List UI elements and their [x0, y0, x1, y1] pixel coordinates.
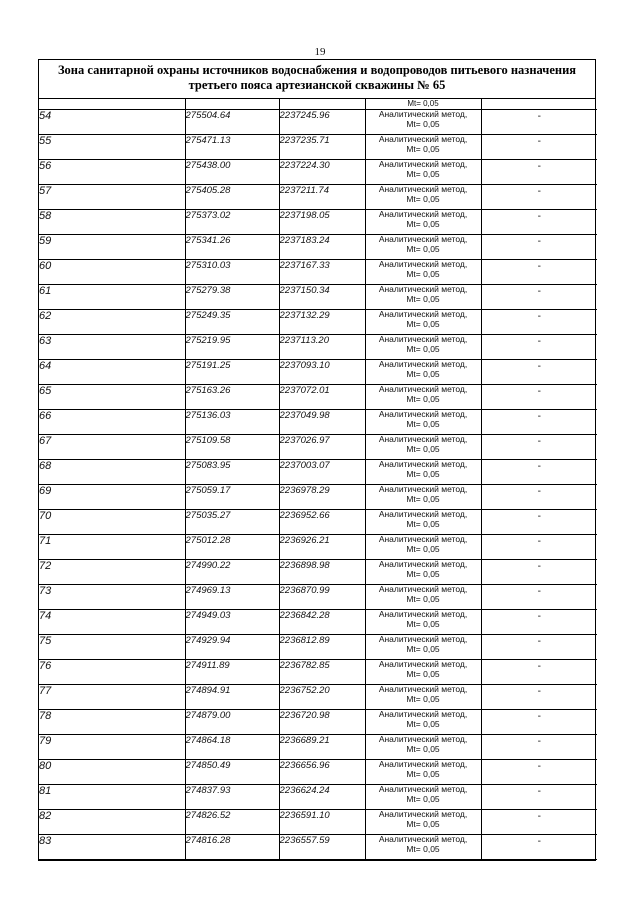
cell-dash: - [481, 135, 597, 160]
method-accuracy: Mt= 0,05 [406, 318, 440, 329]
cell-method [365, 385, 481, 410]
cell-dash: - [481, 460, 597, 485]
method-label: Аналитический метод, [378, 159, 468, 169]
method-accuracy: Mt= 0,05 [406, 393, 440, 404]
cell-method [365, 660, 481, 685]
method-accuracy: Mt= 0,05 [406, 243, 440, 254]
cell-method [365, 810, 481, 835]
method-accuracy: Mt= 0,05 [406, 568, 440, 579]
cell-y: 2237198.05 [279, 210, 365, 235]
method-accuracy: Mt= 0,05 [406, 743, 440, 754]
table-row [39, 660, 597, 685]
cell-dash: - [481, 185, 597, 210]
cell-x: 275471.13 [185, 135, 279, 160]
title-line-2: третьего пояса артезианской скважины № 65 [188, 78, 446, 92]
cell-y: 2236870.99 [279, 585, 365, 610]
cell-method [365, 235, 481, 260]
cell-y: 2236656.96 [279, 760, 365, 785]
cell-num: 82 [39, 810, 185, 835]
cell-y: 2237235.71 [279, 135, 365, 160]
method-accuracy: Mt= 0,05 [406, 468, 440, 479]
table-row [39, 410, 597, 435]
method-accuracy: Mt= 0,05 [406, 518, 440, 529]
method-accuracy: Mt= 0,05 [406, 193, 440, 204]
cell-num: 79 [39, 735, 185, 760]
table-row [39, 510, 597, 535]
method-accuracy: Mt= 0,05 [406, 793, 440, 804]
method-label: Аналитический метод, [378, 584, 468, 594]
document-title [39, 60, 595, 99]
cell-dash: - [481, 485, 597, 510]
cell-y: 2236952.66 [279, 510, 365, 535]
cell-num: 57 [39, 185, 185, 210]
table-row [39, 210, 597, 235]
cell-dash: - [481, 435, 597, 460]
cell-x: 275083.95 [185, 460, 279, 485]
method-accuracy: Mt= 0,05 [406, 843, 440, 854]
cell-method [365, 435, 481, 460]
table-row [39, 260, 597, 285]
method-accuracy: Mt= 0,05 [406, 718, 440, 729]
method-accuracy: Mt= 0,05 [406, 643, 440, 654]
cell-dash: - [481, 760, 597, 785]
cell-y: 2236842.28 [279, 610, 365, 635]
cell-dash: - [481, 310, 597, 335]
table-row [39, 360, 597, 385]
table-row [39, 610, 597, 635]
cell-method [365, 785, 481, 810]
cell-num: 60 [39, 260, 185, 285]
cell-method [365, 110, 481, 135]
table-row [39, 635, 597, 660]
cell-method [365, 335, 481, 360]
cell-dash [481, 99, 597, 110]
table-row [39, 160, 597, 185]
method-accuracy: Mt= 0,05 [406, 618, 440, 629]
cell-dash: - [481, 810, 597, 835]
method-label: Аналитический метод, [378, 359, 468, 369]
table-row [39, 810, 597, 835]
method-accuracy: Mt= 0,05 [406, 668, 440, 679]
method-accuracy: Mt= 0,05 [406, 168, 440, 179]
method-accuracy: Mt= 0,05 [406, 593, 440, 604]
cell-y: 2237167.33 [279, 260, 365, 285]
cell-num: 61 [39, 285, 185, 310]
method-accuracy: Mt= 0,05 [406, 493, 440, 504]
cell-x: 274816.28 [185, 835, 279, 860]
cell-dash: - [481, 660, 597, 685]
coordinates-table [39, 99, 597, 860]
method-label: Аналитический метод, [378, 684, 468, 694]
cell-dash: - [481, 385, 597, 410]
cell-x: 274850.49 [185, 760, 279, 785]
method-label: Аналитический метод, [378, 709, 468, 719]
method-label: Аналитический метод, [378, 134, 468, 144]
cell-num: 56 [39, 160, 185, 185]
cell-method [365, 535, 481, 560]
cell-dash: - [481, 835, 597, 860]
cell-method [365, 485, 481, 510]
cell-x: 275405.28 [185, 185, 279, 210]
method-accuracy: Mt= 0,05 [406, 768, 440, 779]
cell-dash: - [481, 235, 597, 260]
table-row [39, 535, 597, 560]
cell-num: 81 [39, 785, 185, 810]
method-label: Аналитический метод, [378, 659, 468, 669]
cell-method [365, 510, 481, 535]
cell-y: 2236720.98 [279, 710, 365, 735]
method-accuracy: Mt= 0,05 [406, 693, 440, 704]
method-accuracy: Mt= 0,05 [406, 118, 440, 129]
cell-num: 58 [39, 210, 185, 235]
cell-method [365, 610, 481, 635]
method-label: Аналитический метод, [378, 259, 468, 269]
cell-num: 62 [39, 310, 185, 335]
cell-x: 275035.27 [185, 510, 279, 535]
cell-num: 68 [39, 460, 185, 485]
cell-num: 75 [39, 635, 185, 660]
cell-x: 274879.00 [185, 710, 279, 735]
method-label: Аналитический метод, [378, 809, 468, 819]
method-accuracy: Mt= 0,05 [406, 143, 440, 154]
cell-method [365, 310, 481, 335]
table-row [39, 735, 597, 760]
cell-method [365, 560, 481, 585]
method-label: Аналитический метод, [378, 234, 468, 244]
table-row [39, 760, 597, 785]
table-row [39, 485, 597, 510]
cell-dash: - [481, 735, 597, 760]
method-label: Аналитический метод, [378, 309, 468, 319]
cell-dash: - [481, 335, 597, 360]
method-label: Аналитический метод, [378, 609, 468, 619]
cell-dash: - [481, 610, 597, 635]
table-row [39, 560, 597, 585]
cell-dash: - [481, 410, 597, 435]
cell-x: 275109.58 [185, 435, 279, 460]
cell-method [365, 585, 481, 610]
cell-y: 2236978.29 [279, 485, 365, 510]
cell-x: 275191.25 [185, 360, 279, 385]
table-row [39, 135, 597, 160]
cell-x: 275059.17 [185, 485, 279, 510]
cell-method [365, 160, 481, 185]
cell-num: 72 [39, 560, 185, 585]
cell-x: 275012.28 [185, 535, 279, 560]
cell-num: 65 [39, 385, 185, 410]
cell-x: 275136.03 [185, 410, 279, 435]
cell-y: 2237245.96 [279, 110, 365, 135]
cell-y: 2236782.85 [279, 660, 365, 685]
table-row [39, 385, 597, 410]
table-row [39, 185, 597, 210]
method-label: Аналитический метод, [378, 759, 468, 769]
method-accuracy: Mt= 0,05 [406, 268, 440, 279]
cell-dash: - [481, 535, 597, 560]
method-label: Аналитический метод, [378, 509, 468, 519]
table-row [39, 110, 597, 135]
cell-y: 2237211.74 [279, 185, 365, 210]
page-number: 19 [314, 46, 326, 58]
table-row [39, 285, 597, 310]
cell-dash: - [481, 510, 597, 535]
cell-num [39, 99, 185, 110]
cell-x: 275163.26 [185, 385, 279, 410]
cell-y: 2237224.30 [279, 160, 365, 185]
cell-dash: - [481, 360, 597, 385]
cell-method [365, 710, 481, 735]
method-label: Аналитический метод, [378, 384, 468, 394]
table-row [39, 710, 597, 735]
cell-x [185, 99, 279, 110]
cell-y: 2237026.97 [279, 435, 365, 460]
cell-x: 275249.35 [185, 310, 279, 335]
cell-method [365, 135, 481, 160]
cell-x: 274929.94 [185, 635, 279, 660]
method-label: Аналитический метод, [378, 784, 468, 794]
method-accuracy: Mt= 0,05 [406, 368, 440, 379]
method-label: Аналитический метод, [378, 209, 468, 219]
cell-y: 2237072.01 [279, 385, 365, 410]
method-label: Аналитический метод, [378, 434, 468, 444]
cell-dash: - [481, 585, 597, 610]
cell-y: 2237132.29 [279, 310, 365, 335]
method-label: Аналитический метод, [378, 834, 468, 844]
cell-x: 275373.02 [185, 210, 279, 235]
cell-y: 2236624.24 [279, 785, 365, 810]
table-row [39, 235, 597, 260]
cell-num: 78 [39, 710, 185, 735]
cell-method [365, 635, 481, 660]
cell-num: 73 [39, 585, 185, 610]
cell-y: 2237113.20 [279, 335, 365, 360]
title-line-1: Зона санитарной охраны источников водоснабжения и водопроводов питьевого назначения [57, 63, 577, 77]
method-label: Аналитический метод, [378, 559, 468, 569]
cell-num: 80 [39, 760, 185, 785]
method-accuracy: Mt= 0,05 [406, 343, 440, 354]
method-accuracy: Mt= 0,05 [406, 293, 440, 304]
table-row-partial [39, 99, 597, 110]
cell-x: 275279.38 [185, 285, 279, 310]
cell-method [365, 185, 481, 210]
cell-method [365, 360, 481, 385]
cell-y: 2236926.21 [279, 535, 365, 560]
cell-method: Mt= 0,05 [365, 99, 481, 110]
method-label: Аналитический метод, [378, 534, 468, 544]
cell-y: 2237183.24 [279, 235, 365, 260]
cell-y: 2236812.89 [279, 635, 365, 660]
cell-dash: - [481, 110, 597, 135]
cell-num: 59 [39, 235, 185, 260]
table-row [39, 785, 597, 810]
table-row [39, 685, 597, 710]
method-label: Аналитический метод, [378, 459, 468, 469]
cell-num: 54 [39, 110, 185, 135]
cell-y: 2236591.10 [279, 810, 365, 835]
cell-method [365, 760, 481, 785]
table-row [39, 310, 597, 335]
cell-x: 274969.13 [185, 585, 279, 610]
cell-x: 274864.18 [185, 735, 279, 760]
coordinates-document [38, 59, 596, 861]
cell-num: 55 [39, 135, 185, 160]
cell-y: 2237093.10 [279, 360, 365, 385]
method-label: Аналитический метод, [378, 734, 468, 744]
cell-x: 275504.64 [185, 110, 279, 135]
method-accuracy: Mt= 0,05 [406, 443, 440, 454]
cell-method [365, 260, 481, 285]
cell-x: 274894.91 [185, 685, 279, 710]
cell-y: 2236557.59 [279, 835, 365, 860]
cell-method [365, 460, 481, 485]
cell-method [365, 410, 481, 435]
cell-y: 2236689.21 [279, 735, 365, 760]
cell-x: 275219.95 [185, 335, 279, 360]
cell-y [279, 99, 365, 110]
cell-dash: - [481, 785, 597, 810]
cell-method [365, 735, 481, 760]
table-row [39, 435, 597, 460]
table-row [39, 835, 597, 860]
cell-x: 275341.26 [185, 235, 279, 260]
cell-num: 76 [39, 660, 185, 685]
cell-num: 69 [39, 485, 185, 510]
cell-num: 64 [39, 360, 185, 385]
cell-dash: - [481, 635, 597, 660]
cell-y: 2237003.07 [279, 460, 365, 485]
method-accuracy: Mt= 0,05 [406, 418, 440, 429]
method-accuracy: Mt= 0,05 [406, 218, 440, 229]
cell-method [365, 210, 481, 235]
cell-y: 2236752.20 [279, 685, 365, 710]
method-label: Аналитический метод, [378, 284, 468, 294]
method-label: Аналитический метод, [378, 109, 468, 119]
cell-num: 74 [39, 610, 185, 635]
cell-num: 66 [39, 410, 185, 435]
cell-x: 274826.52 [185, 810, 279, 835]
cell-method [365, 835, 481, 860]
cell-dash: - [481, 285, 597, 310]
cell-y: 2237049.98 [279, 410, 365, 435]
cell-method [365, 285, 481, 310]
cell-dash: - [481, 260, 597, 285]
cell-num: 71 [39, 535, 185, 560]
coordinates-table-body [39, 99, 597, 860]
cell-dash: - [481, 560, 597, 585]
cell-num: 70 [39, 510, 185, 535]
cell-num: 67 [39, 435, 185, 460]
cell-x: 275310.03 [185, 260, 279, 285]
method-label: Аналитический метод, [378, 409, 468, 419]
cell-x: 275438.00 [185, 160, 279, 185]
method-label: Аналитический метод, [378, 184, 468, 194]
method-label: Аналитический метод, [378, 634, 468, 644]
cell-y: 2236898.98 [279, 560, 365, 585]
method-label: Аналитический метод, [378, 334, 468, 344]
cell-x: 274990.22 [185, 560, 279, 585]
method-label: Аналитический метод, [378, 484, 468, 494]
cell-dash: - [481, 685, 597, 710]
cell-num: 83 [39, 835, 185, 860]
method-accuracy: Mt= 0,05 [406, 543, 440, 554]
table-row [39, 460, 597, 485]
cell-x: 274911.89 [185, 660, 279, 685]
cell-y: 2237150.34 [279, 285, 365, 310]
cell-dash: - [481, 210, 597, 235]
cell-num: 77 [39, 685, 185, 710]
cell-x: 274837.93 [185, 785, 279, 810]
cell-method [365, 685, 481, 710]
table-row [39, 335, 597, 360]
cell-dash: - [481, 160, 597, 185]
method-accuracy: Mt= 0,05 [406, 818, 440, 829]
cell-x: 274949.03 [185, 610, 279, 635]
cell-num: 63 [39, 335, 185, 360]
table-row [39, 585, 597, 610]
cell-dash: - [481, 710, 597, 735]
